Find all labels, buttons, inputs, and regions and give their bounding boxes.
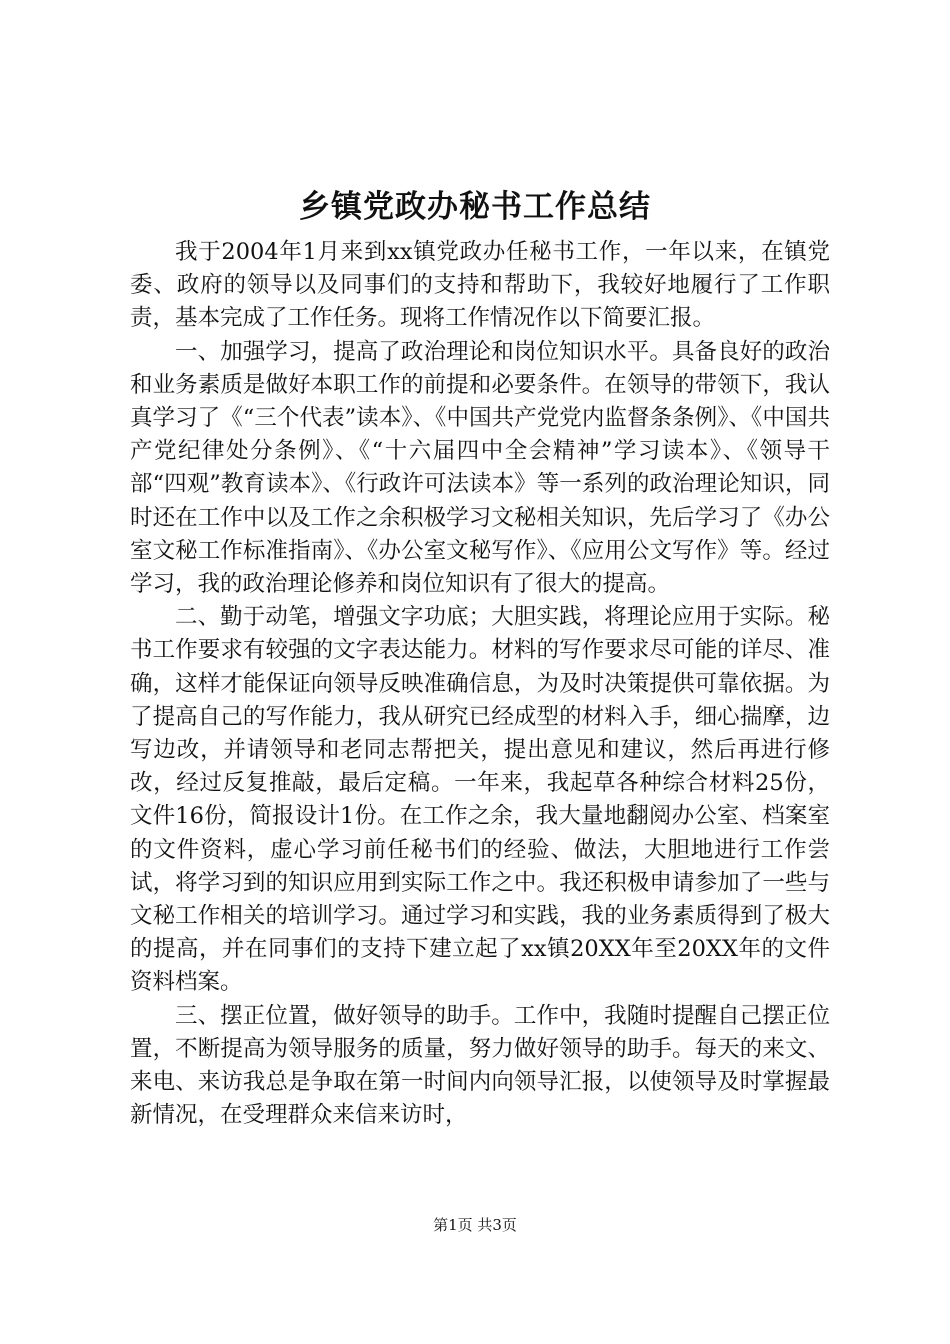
paragraph-section-2: 二、勤于动笔，增强文字功底；大胆实践，将理论应用于实际。秘书工作要求有较强的文字表达能力。材料的写作要求尽可能的详尽、准确，这样才能保证向领导反映准确信息，为及时决策提供可靠依据。为了提高自己的写作能力，我从研究已经成型的材料入手，细心揣摩，边写边改，并请领导和老同志帮把关，提出意见和建议，然后再进行修改，经过反复推敲，最后定稿。一年来，我起草各种综合材料25份，文件16份，简报设计1份。在工作之余，我大量地翻阅办公室、档案室的文件资料，虚心学习前任秘书们的经验、做法，大胆地进行工作尝试，将学习到的知识应用到实际工作之中。我还积极申请参加了一些与文秘工作相关的培训学习。通过学习和实践，我的业务素质得到了极大的提高，并在同事们的支持下建立起了xx镇20XX年至20XX年的文件资料档案。 [130, 604, 830, 996]
document-body [130, 236, 830, 1132]
page-number-footer: 第1页 共3页 [433, 1216, 517, 1234]
paragraph-intro: 我于2004年1月来到xx镇党政办任秘书工作，一年以来，在镇党委、政府的领导以及同事们的支持和帮助下，我较好地履行了工作职责，基本完成了工作任务。现将工作情况作以下简要汇报。 [130, 239, 830, 332]
paragraph-section-3: 三、摆正位置，做好领导的助手。工作中，我随时提醒自己摆正位置，不断提高为领导服务的质量，努力做好领导的助手。每天的来文、来电、来访我总是争取在第一时间内向领导汇报，以使领导及时掌握最新情况，在受理群众来信来访时， [130, 1002, 830, 1129]
paragraph-section-1: 一、加强学习，提高了政治理论和岗位知识水平。具备良好的政治和业务素质是做好本职工作的前提和必要条件。在领导的带领下，我认真学习了《“三个代表”读本》、《中国共产党党内监督条条例》、《中国共产党纪律处分条例》、《“十六届四中全会精神”学习读本》、《领导干部“四观”教育读本》、《行政许可法读本》等一系列的政治理论知识，同时还在工作中以及工作之余积极学习文秘相关知识，先后学习了《办公室文秘工作标准指南》、《办公室文秘写作》、《应用公文写作》等。经过学习，我的政治理论修养和岗位知识有了很大的提高。 [130, 338, 830, 598]
document-title: 乡镇党政办秘书工作总结 [299, 189, 651, 225]
